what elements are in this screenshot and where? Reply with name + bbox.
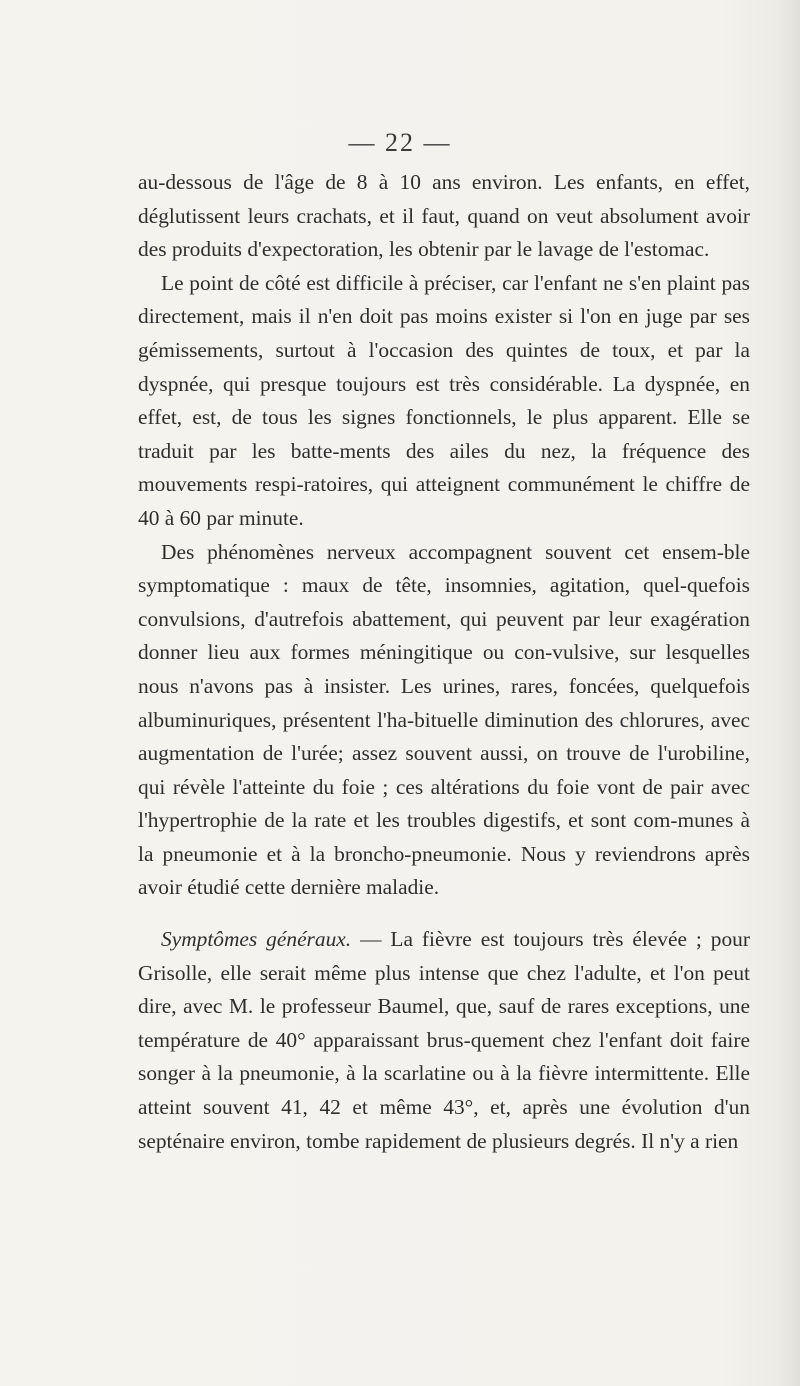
body-text bbox=[138, 166, 750, 1158]
paragraph-4-text: — La fièvre est toujours très élevée ; pour Grisolle, elle serait même plus intense que chez l'adulte, et l'on peut dire, avec M. le professeur Baumel, que, sauf de rares exceptions, une température de 40° apparaissant brus-quement chez l'enfant doit faire songer à la pneumonie, à la scarlatine ou à la fièvre intermittente. Elle atteint souvent 41, 42 et même 43°, et, après une évolution d'un septénaire environ, tombe rapidement de plusieurs degrés. Il n'y a rien bbox=[138, 927, 750, 1153]
paragraph-3: Des phénomènes nerveux accompagnent souvent cet ensem-ble symptomatique : maux de tête, insomnies, agitation, quel-quefois convulsions, d'autrefois abattement, qui peuvent par leur exagération donner lieu aux formes méningitique ou con-vulsive, sur lesquelles nous n'avons pas à insister. Les urines, rares, foncées, quelquefois albuminuriques, présentent l'ha-bituelle diminution des chlorures, avec augmentation de l'urée; assez souvent aussi, on trouve de l'urobiline, qui révèle l'atteinte du foie ; ces altérations du foie vont de pair avec l'hypertrophie de la rate et les troubles digestifs, et sont com-munes à la pneumonie et à la broncho-pneumonie. Nous y reviendrons après avoir étudié cette dernière maladie. bbox=[138, 539, 750, 900]
section-heading: Symptômes généraux. bbox=[161, 927, 352, 952]
paragraph-4 bbox=[138, 923, 750, 1158]
paragraph-2: Le point de côté est difficile à préciser, car l'enfant ne s'en plaint pas directement, mais il n'en doit pas moins exister si l'on en juge par ses gémissements, surtout à l'occasion des quintes de toux, et par la dyspnée, qui presque toujours est très considérable. La dyspnée, en effet, est, de tous les signes fonctionnels, le plus apparent. Elle se traduit par les batte-ments des ailes du nez, la fréquence des mouvements respi-ratoires, qui atteignent communément le chiffre de 40 à 60 par minute. bbox=[138, 270, 750, 530]
page-edge-shadow bbox=[778, 0, 800, 1386]
page-number: — 22 — bbox=[348, 128, 452, 157]
paragraph-1: au-dessous de l'âge de 8 à 10 ans environ. Les enfants, en effet, déglutissent leurs crachats, et il faut, quand on veut absolument avoir des produits d'expectoration, les obtenir par le lavage de l'estomac. bbox=[138, 170, 750, 262]
